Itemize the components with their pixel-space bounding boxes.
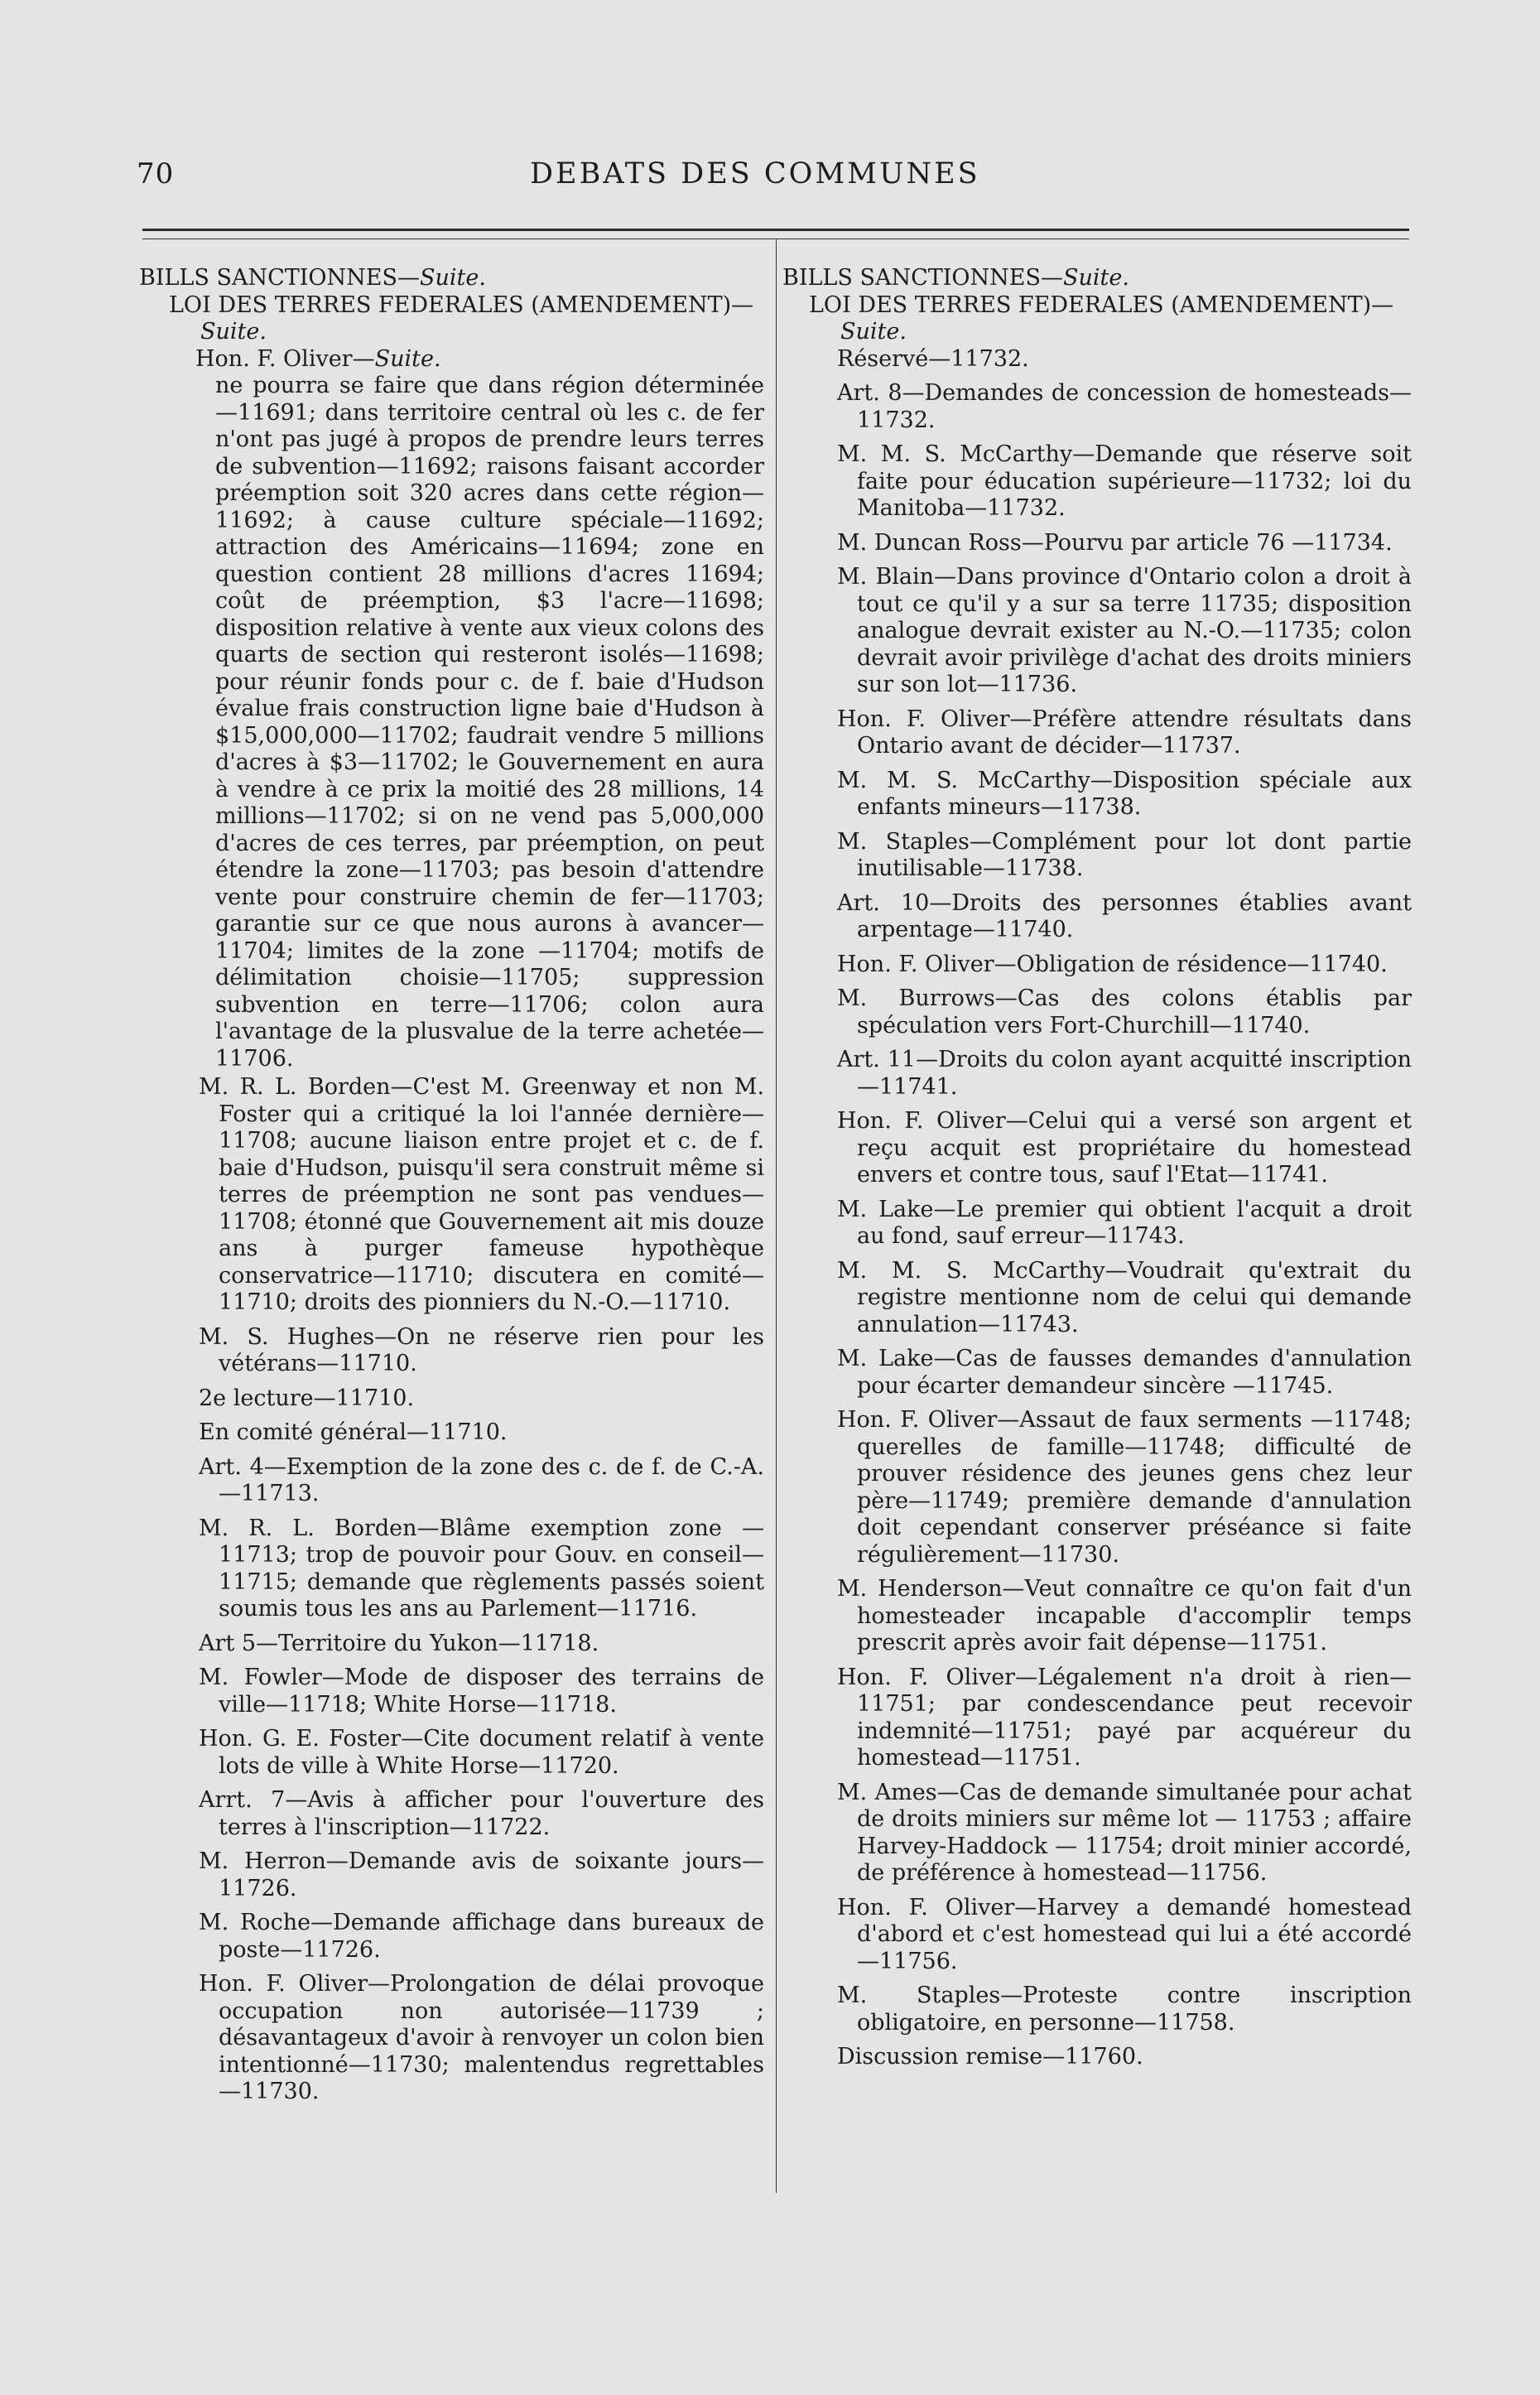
subsection-title — [809, 292, 1412, 346]
index-entry: Hon. F. Oliver—Légalement n'a droit à rien—11751; par condescendance peut recevoir indemnité—11751; payé par acquéreur du homestead—11751. — [837, 1664, 1412, 1771]
index-entry: M. R. L. Borden—C'est M. Greenway et non M. Foster qui a critiqué la loi l'année dernière—11708; aucune liaison entre projet et c. de f. baie d'Hudson, puisqu'il sera construit même si terres de préemption ne sont pas vendues—11708; étonné que Gouvernement ait mis douze ans à purger fameuse hypothèque conservatrice—11710; discutera en comité—11710; droits des pionniers du N.-O.—11710. — [199, 1074, 764, 1315]
section-title-text: BILLS SANCTIONNES— — [782, 265, 1063, 291]
index-entry: M. M. S. McCarthy—Demande que réserve soit faite pour éducation supérieure—11732; loi du Manitoba—11732. — [837, 441, 1412, 521]
index-entry: En comité général—11710. — [199, 1419, 508, 1445]
index-entry: Hon. G. E. Foster—Cite document relatif à vente lots de ville à White Horse—11720. — [199, 1726, 764, 1779]
index-entry: Art. 11—Droits du colon ayant acquitté inscription—11741. — [837, 1047, 1412, 1100]
index-entry: M. R. L. Borden—Blâme exemption zone —11713; trop de pouvoir pour Gouv. en conseil—11715; demande que règlements passés soient soumis tous les ans au Parlement—11716. — [199, 1515, 764, 1622]
index-entry: Hon. F. Oliver—Prolongation de délai provoque occupation non autorisée—11739 ; désavantageux d'avoir à renvoyer un colon bien intentionné—11730; malentendus regrettables—11730. — [199, 1971, 764, 2104]
index-entry: Hon. F. Oliver—Obligation de résidence—11740. — [837, 951, 1388, 977]
index-entry: M. Lake—Le premier qui obtient l'acquit a droit au fond, sauf erreur—11743. — [837, 1196, 1412, 1249]
first-line: Réservé—11732. — [837, 345, 1029, 372]
index-entry: M. M. S. McCarthy—Voudrait qu'extrait du registre mentionne nom de celui qui demande annulation—11743. — [837, 1257, 1412, 1337]
index-entry: M. Duncan Ross—Pourvu par article 76 —11734. — [837, 529, 1393, 556]
index-entry: M. Fowler—Mode de disposer des terrains de ville—11718; White Horse—11718. — [199, 1665, 764, 1718]
header-rule-thick — [142, 229, 1409, 231]
subsection-title-text: LOI DES TERRES FEDERALES (AMENDEMENT)— — [169, 292, 754, 318]
index-entry: Hon. F. Oliver—Préfère attendre résultats dans Ontario avant de décider—11737. — [837, 706, 1412, 759]
index-entry: M. Roche—Demande affichage dans bureaux de poste—11726. — [199, 1910, 764, 1963]
index-entry: M. Lake—Cas de fausses demandes d'annulation pour écarter demandeur sincère —11745. — [837, 1346, 1412, 1399]
subsection-title — [169, 292, 764, 346]
index-entry: Arrt. 7—Avis à afficher pour l'ouverture des terres à l'inscription—11722. — [199, 1787, 764, 1840]
index-entry: M. Herron—Demande avis de soixante jours—11726. — [199, 1848, 764, 1901]
section-title — [782, 265, 1412, 292]
index-entry: M. Ames—Cas de demande simultanée pour achat de droits miniers sur même lot — 11753 ; affaire Harvey-Haddock — 11754; droit minier accordé, de préférence à homestead—11756. — [837, 1779, 1412, 1886]
index-entry: M. Henderson—Veut connaître ce qu'on fait d'un homesteader incapable d'accomplir temps prescrit après avoir fait dépense—11751. — [837, 1576, 1412, 1655]
index-entry: Art. 10—Droits des personnes établies avant arpentage—11740. — [837, 889, 1412, 942]
column-divider — [776, 239, 777, 2193]
subsection-title-suffix: Suite. — [840, 319, 907, 345]
index-entry: 2e lecture—11710. — [199, 1385, 415, 1411]
index-entry: Art 5—Territoire du Yukon—11718. — [199, 1630, 599, 1656]
page-header — [0, 149, 1540, 199]
index-entry: Art. 8—Demandes de concession de homesteads—11732. — [837, 380, 1412, 433]
index-entry: M. S. Hughes—On ne réserve rien pour les vétérans—11710. — [199, 1323, 764, 1376]
index-entry: M. M. S. McCarthy—Disposition spéciale aux enfants mineurs—11738. — [837, 767, 1412, 820]
continuation-text: ne pourra se faire que dans région déterminée—11691; dans territoire central où les c. de fer n'ont pas jugé à propos de prendre leurs terres de subvention—11692; raisons faisant accorder préemption soit 320 acres dans cette région—11692; à cause culture spéciale—11692; attraction des Américains—11694; zone en question contient 28 millions d'acres 11694; coût de préemption, $3 l'acre—11698; disposition relative à vente aux vieux colons des quarts de section qui resteront isolés—11698; pour réunir fonds pour c. de f. baie d'Hudson évalue frais construction ligne baie d'Hudson à $15,000,000—11702; faudrait vendre 5 millions d'acres à $3—11702; le Gouvernement en aura à vendre à ce prix la moitié des 28 millions, 14 millions—11702; si on ne vend pas 5,000,000 d'acres de ces terres, par préemption, on peut étendre la zone—11703; pas besoin d'attendre vente pour construire chemin de fer—11703; garantie sur ce que nous aurons à avancer—11704; limites de la zone —11704; motifs de délimitation choisie—11705; suppression subvention en terre—11706; colon aura l'avantage de la plusvalue de la terre achetée—11706. — [215, 373, 764, 1072]
section-title — [139, 265, 764, 292]
index-entry: M. Burrows—Cas des colons établis par spéculation vers Fort-Churchill—11740. — [837, 985, 1412, 1038]
section-title-suffix: Suite. — [1063, 265, 1129, 291]
speaker-name: Hon. F. Oliver— — [195, 345, 375, 372]
index-entry: Hon. F. Oliver—Celui qui a versé son argent et reçu acquit est propriétaire du homestead envers et contre tous, sauf l'Etat—11741. — [837, 1108, 1412, 1188]
index-entry: M. Blain—Dans province d'Ontario colon a droit à tout ce qu'il y a sur sa terre 11735; disposition analogue devrait exister au N.-O.—11735; colon devrait avoir privilège d'achat des droits miniers sur son lot—11736. — [837, 564, 1412, 697]
section-title-suffix: Suite. — [420, 265, 486, 291]
subsection-title-text: LOI DES TERRES FEDERALES (AMENDEMENT)— — [809, 292, 1394, 318]
right-column — [782, 265, 1412, 2079]
running-title: DEBATS DES COMMUNES — [530, 157, 980, 190]
subsection-title-suffix: Suite. — [200, 319, 267, 345]
speaker-suffix: Suite. — [374, 345, 441, 372]
index-entry: Hon. F. Oliver—Harvey a demandé homestead d'abord et c'est homestead qui lui a été accordé—11756. — [837, 1894, 1412, 1974]
left-entries — [139, 1074, 764, 2106]
index-entry: Hon. F. Oliver—Assaut de faux serments —11748; querelles de famille—11748; difficulté de prouver résidence des jeunes gens chez leur père—11749; première demande d'annulation doit cependant conserver préséance si faite régulièrement—11730. — [837, 1407, 1412, 1568]
page-number: 70 — [137, 157, 175, 190]
index-entry: Discussion remise—11760. — [837, 2044, 1143, 2070]
right-entries — [782, 380, 1412, 2071]
index-entry: M. Staples—Complément pour lot dont partie inutilisable—11738. — [837, 828, 1412, 881]
index-entry: M. Staples—Proteste contre inscription obligatoire, en personne—11758. — [837, 1983, 1412, 2036]
index-entry: Art. 4—Exemption de la zone des c. de f. de C.-A.—11713. — [199, 1453, 764, 1506]
speaker-line — [195, 346, 764, 373]
left-column — [139, 265, 764, 2113]
section-title-text: BILLS SANCTIONNES— — [139, 265, 420, 291]
